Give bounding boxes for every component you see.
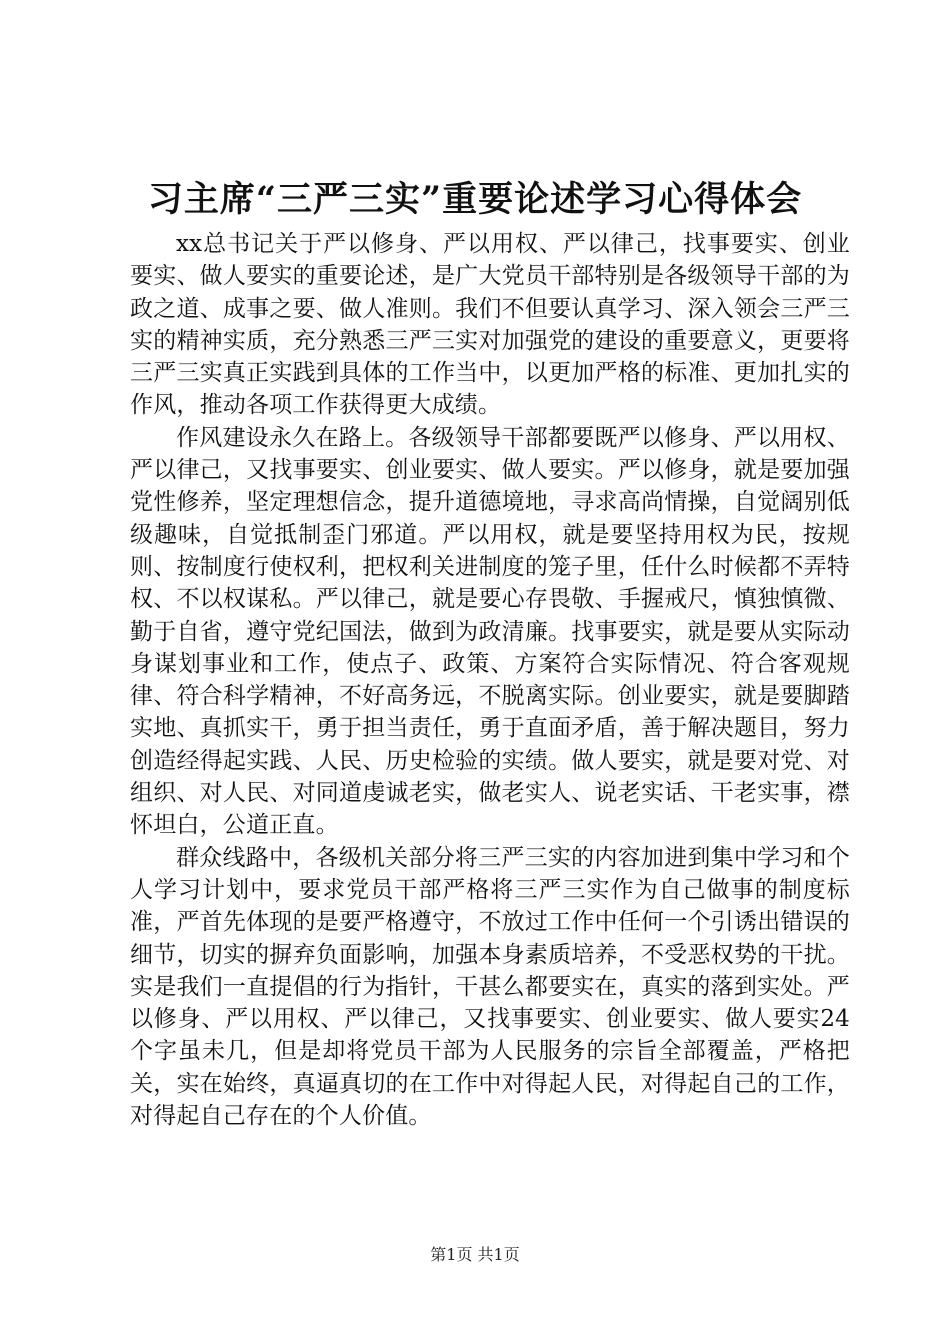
document-body (130, 228, 850, 1132)
page-number-footer: 第1页 共1页 (430, 1245, 520, 1264)
paragraph-1: xx总书记关于严以修身、严以用权、严以律己，找事要实、创业要实、做人要实的重要论述，是广大党员干部特别是各级领导干部的为政之道、成事之要、做人准则。我们不但要认真学习、深入领会三严三实的精神实质，充分熟悉三严三实对加强党的建设的重要意义，更要将三严三实真正实践到具体的工作当中，以更加严格的标准、更加扎实的作风，推动各项工作获得更大成绩。 (130, 231, 850, 419)
paragraph-3: 群众线路中，各级机关部分将三严三实的内容加进到集中学习和个人学习计划中，要求党员干部严格将三严三实作为自己做事的制度标准，严首先体现的是要严格遵守，不放过工作中任何一个引诱出错误的细节，切实的摒弃负面影响，加强本身素质培养，不受恶权势的干扰。实是我们一直提倡的行为指针，干甚么都要实在，真实的落到实处。严以修身、严以用权、严以律己，又找事要实、创业要实、做人要实24个字虽未几，但是却将党员干部为人民服务的宗旨全部覆盖，严格把关，实在始终，真逼真切的在工作中对得起人民，对得起自己的工作，对得起自己存在的个人价值。 (130, 844, 850, 1130)
document-title: 习主席“三严三实”重要论述学习心得体会 (147, 179, 803, 220)
paragraph-2: 作风建设永久在路上。各级领导干部都要既严以修身、严以用权、严以律己，又找事要实、创业要实、做人要实。严以修身，就是要加强党性修养，坚定理想信念，提升道德境地，寻求高尚情操，自觉阔别低级趣味，自觉抵制歪门邪道。严以用权，就是要坚持用权为民，按规则、按制度行使权利，把权利关进制度的笼子里，任什么时候都不弄特权、不以权谋私。严以律己，就是要心存畏敬、手握戒尺，慎独慎微、勤于自省，遵守党纪国法，做到为政清廉。找事要实，就是要从实际动身谋划事业和工作，使点子、政策、方案符合实际情况、符合客观规律、符合科学精神，不好高务远，不脱离实际。创业要实，就是要脚踏实地、真抓实干，勇于担当责任，勇于直面矛盾，善于解决题目，努力创造经得起实践、人民、历史检验的实绩。做人要实，就是要对党、对组织、对人民、对同道虔诚老实，做老实人、说老实话、干老实事，襟怀坦白，公道正直。 (130, 424, 850, 839)
